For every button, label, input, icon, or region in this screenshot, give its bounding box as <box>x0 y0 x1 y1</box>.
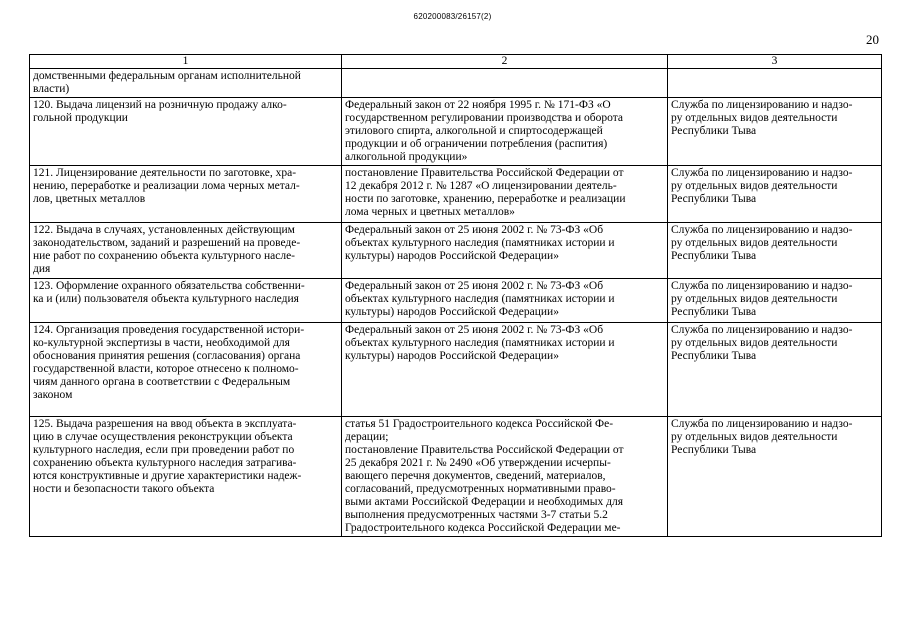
authority-cell <box>668 69 882 98</box>
cell-text-line: Республики Тыва <box>671 350 757 362</box>
page-number: 20 <box>866 32 879 47</box>
cell-text-line: 12 декабря 2012 г. № 1287 «О лицензировании деятель- <box>345 180 617 192</box>
cell-text-line: ка и (или) пользователя объекта культурного наследия <box>33 293 299 305</box>
cell-text-line: объектах культурного наследия (памятниках истории и <box>345 293 615 305</box>
table-row <box>30 417 882 537</box>
column-number-header <box>30 55 882 69</box>
cell-text-line: государственной власти, которое отнесено к полномо- <box>33 363 299 375</box>
document-id: 620200083/26157(2) <box>413 12 492 21</box>
column-number: 1 <box>30 55 342 69</box>
cell-text-line: Республики Тыва <box>671 250 757 262</box>
column-number: 2 <box>342 55 668 69</box>
cell-text-line: гольной продукции <box>33 112 128 124</box>
cell-text-line: Градостроительного кодекса Российской Федерации ме- <box>345 522 621 534</box>
cell-text-line: 123. Оформление охранного обязательства собственни- <box>33 280 305 292</box>
legal-basis-cell <box>342 98 668 166</box>
cell-text-line: ются конструктивные и другие характеристики надеж- <box>33 470 302 482</box>
cell-text-line: Республики Тыва <box>671 306 757 318</box>
cell-text-line: законом <box>33 389 73 401</box>
cell-text-line: законодательством, заданий и разрешений на проведе- <box>33 237 301 249</box>
cell-text-line: выполнения предусмотренных частями 3-7 статьи 5.2 <box>345 509 608 521</box>
authority-cell <box>668 323 882 417</box>
cell-text-line: 25 декабря 2021 г. № 2490 «Об утверждении исчерпы- <box>345 457 611 469</box>
cell-text-line: постановление Правительства Российской Федерации от <box>345 444 624 456</box>
cell-text-line: 124. Организация проведения государственной истори- <box>33 324 305 336</box>
table-row <box>30 279 882 323</box>
service-name-cell <box>30 417 342 537</box>
table-row <box>30 166 882 223</box>
cell-text-line: чиям данного органа в соответствии с Федеральным <box>33 376 291 388</box>
cell-text-line: ру отдельных видов деятельности <box>671 112 838 124</box>
cell-text-line: ру отдельных видов деятельности <box>671 337 838 349</box>
cell-text-line: дерации; <box>345 431 389 443</box>
cell-text-line: ру отдельных видов деятельности <box>671 180 838 192</box>
cell-text-line: Служба по лицензированию и надзо- <box>671 280 853 292</box>
cell-text-line: согласований, предусмотренных нормативными право- <box>345 483 616 495</box>
cell-text-line: обоснования принятия решения (согласования) органа <box>33 350 301 362</box>
cell-text-line: ру отдельных видов деятельности <box>671 431 838 443</box>
authority-cell <box>668 223 882 279</box>
service-name-cell <box>30 223 342 279</box>
cell-text-line: дия <box>33 263 51 275</box>
legal-basis-cell <box>342 69 668 98</box>
cell-text-line: Федеральный закон от 25 июня 2002 г. № 73-ФЗ «Об <box>345 324 604 336</box>
legal-basis-cell <box>342 279 668 323</box>
cell-text-line: Федеральный закон от 25 июня 2002 г. № 73-ФЗ «Об <box>345 280 604 292</box>
cell-text-line: объектах культурного наследия (памятниках истории и <box>345 237 615 249</box>
authority-cell <box>668 279 882 323</box>
cell-text-line: постановление Правительства Российской Федерации от <box>345 167 624 179</box>
service-name-cell <box>30 323 342 417</box>
legal-basis-cell <box>342 323 668 417</box>
cell-text-line: Федеральный закон от 25 июня 2002 г. № 73-ФЗ «Об <box>345 224 604 236</box>
cell-text-line: нению, переработке и реализации лома черных метал- <box>33 180 300 192</box>
column-number: 3 <box>668 55 882 69</box>
authority-cell <box>668 417 882 537</box>
cell-text-line: цию в случае осуществления реконструкции объекта <box>33 431 293 443</box>
cell-text-line: 125. Выдача разрешения на ввод объекта в эксплуата- <box>33 418 297 430</box>
cell-text-line: Служба по лицензированию и надзо- <box>671 324 853 336</box>
table-row <box>30 98 882 166</box>
cell-text-line: ру отдельных видов деятельности <box>671 293 838 305</box>
cell-text-line: ние работ по сохранению объекта культурного насле- <box>33 250 296 262</box>
cell-text-line: лов, цветных металлов <box>33 193 146 205</box>
cell-text-line: домственными федеральным органам исполнительной <box>33 70 301 82</box>
cell-text-line: Республики Тыва <box>671 193 757 205</box>
cell-text-line: ности и безопасности такого объекта <box>33 483 215 495</box>
service-name-cell <box>30 166 342 223</box>
cell-text-line: ру отдельных видов деятельности <box>671 237 838 249</box>
table-row <box>30 69 882 98</box>
service-name-cell <box>30 98 342 166</box>
cell-text-line: 121. Лицензирование деятельности по заготовке, хра- <box>33 167 297 179</box>
cell-text-line: Республики Тыва <box>671 444 757 456</box>
cell-text-line: государственном регулировании производства и оборота <box>345 112 624 124</box>
cell-text-line: Служба по лицензированию и надзо- <box>671 167 853 179</box>
legal-basis-cell <box>342 223 668 279</box>
table-row <box>30 323 882 417</box>
cell-text-line: алкогольной продукции» <box>345 151 468 163</box>
service-name-cell <box>30 69 342 98</box>
cell-text-line: 122. Выдача в случаях, установленных действующим <box>33 224 295 236</box>
cell-text-line: ности по заготовке, хранению, переработке и реализации <box>345 193 626 205</box>
cell-text-line: лома черных и цветных металлов» <box>345 206 515 218</box>
cell-text-line: Служба по лицензированию и надзо- <box>671 418 853 430</box>
cell-text-line: Республики Тыва <box>671 125 757 137</box>
regulation-table <box>29 54 882 537</box>
cell-text-line: власти) <box>33 83 70 95</box>
cell-text-line: Служба по лицензированию и надзо- <box>671 99 853 111</box>
cell-text-line: сохранению объекта культурного наследия затрагива- <box>33 457 297 469</box>
cell-text-line: вающего перечня документов, сведений, материалов, <box>345 470 606 482</box>
cell-text-line: этилового спирта, алкогольной и спиртосодержащей <box>345 125 603 137</box>
authority-cell <box>668 98 882 166</box>
cell-text-line: Служба по лицензированию и надзо- <box>671 224 853 236</box>
cell-text-line: продукции и об ограничении потребления (распития) <box>345 138 608 150</box>
cell-text-line: культуры) народов Российской Федерации» <box>345 250 559 262</box>
cell-text-line: культуры) народов Российской Федерации» <box>345 350 559 362</box>
service-name-cell <box>30 279 342 323</box>
legal-basis-cell <box>342 166 668 223</box>
authority-cell <box>668 166 882 223</box>
cell-text-line: культурного наследия, если при проведении работ по <box>33 444 295 456</box>
cell-text-line: статья 51 Градостроительного кодекса Российской Фе- <box>345 418 614 430</box>
cell-text-line: культуры) народов Российской Федерации» <box>345 306 559 318</box>
cell-text-line: выми актами Российской Федерации и необходимых для <box>345 496 624 508</box>
table-row <box>30 223 882 279</box>
legal-basis-cell <box>342 417 668 537</box>
cell-text-line: Федеральный закон от 22 ноября 1995 г. № 171-ФЗ «О <box>345 99 611 111</box>
cell-text-line: 120. Выдача лицензий на розничную продажу алко- <box>33 99 287 111</box>
cell-text-line: объектах культурного наследия (памятниках истории и <box>345 337 615 349</box>
cell-text-line: ко-культурной экспертизы в части, необходимой для <box>33 337 290 349</box>
